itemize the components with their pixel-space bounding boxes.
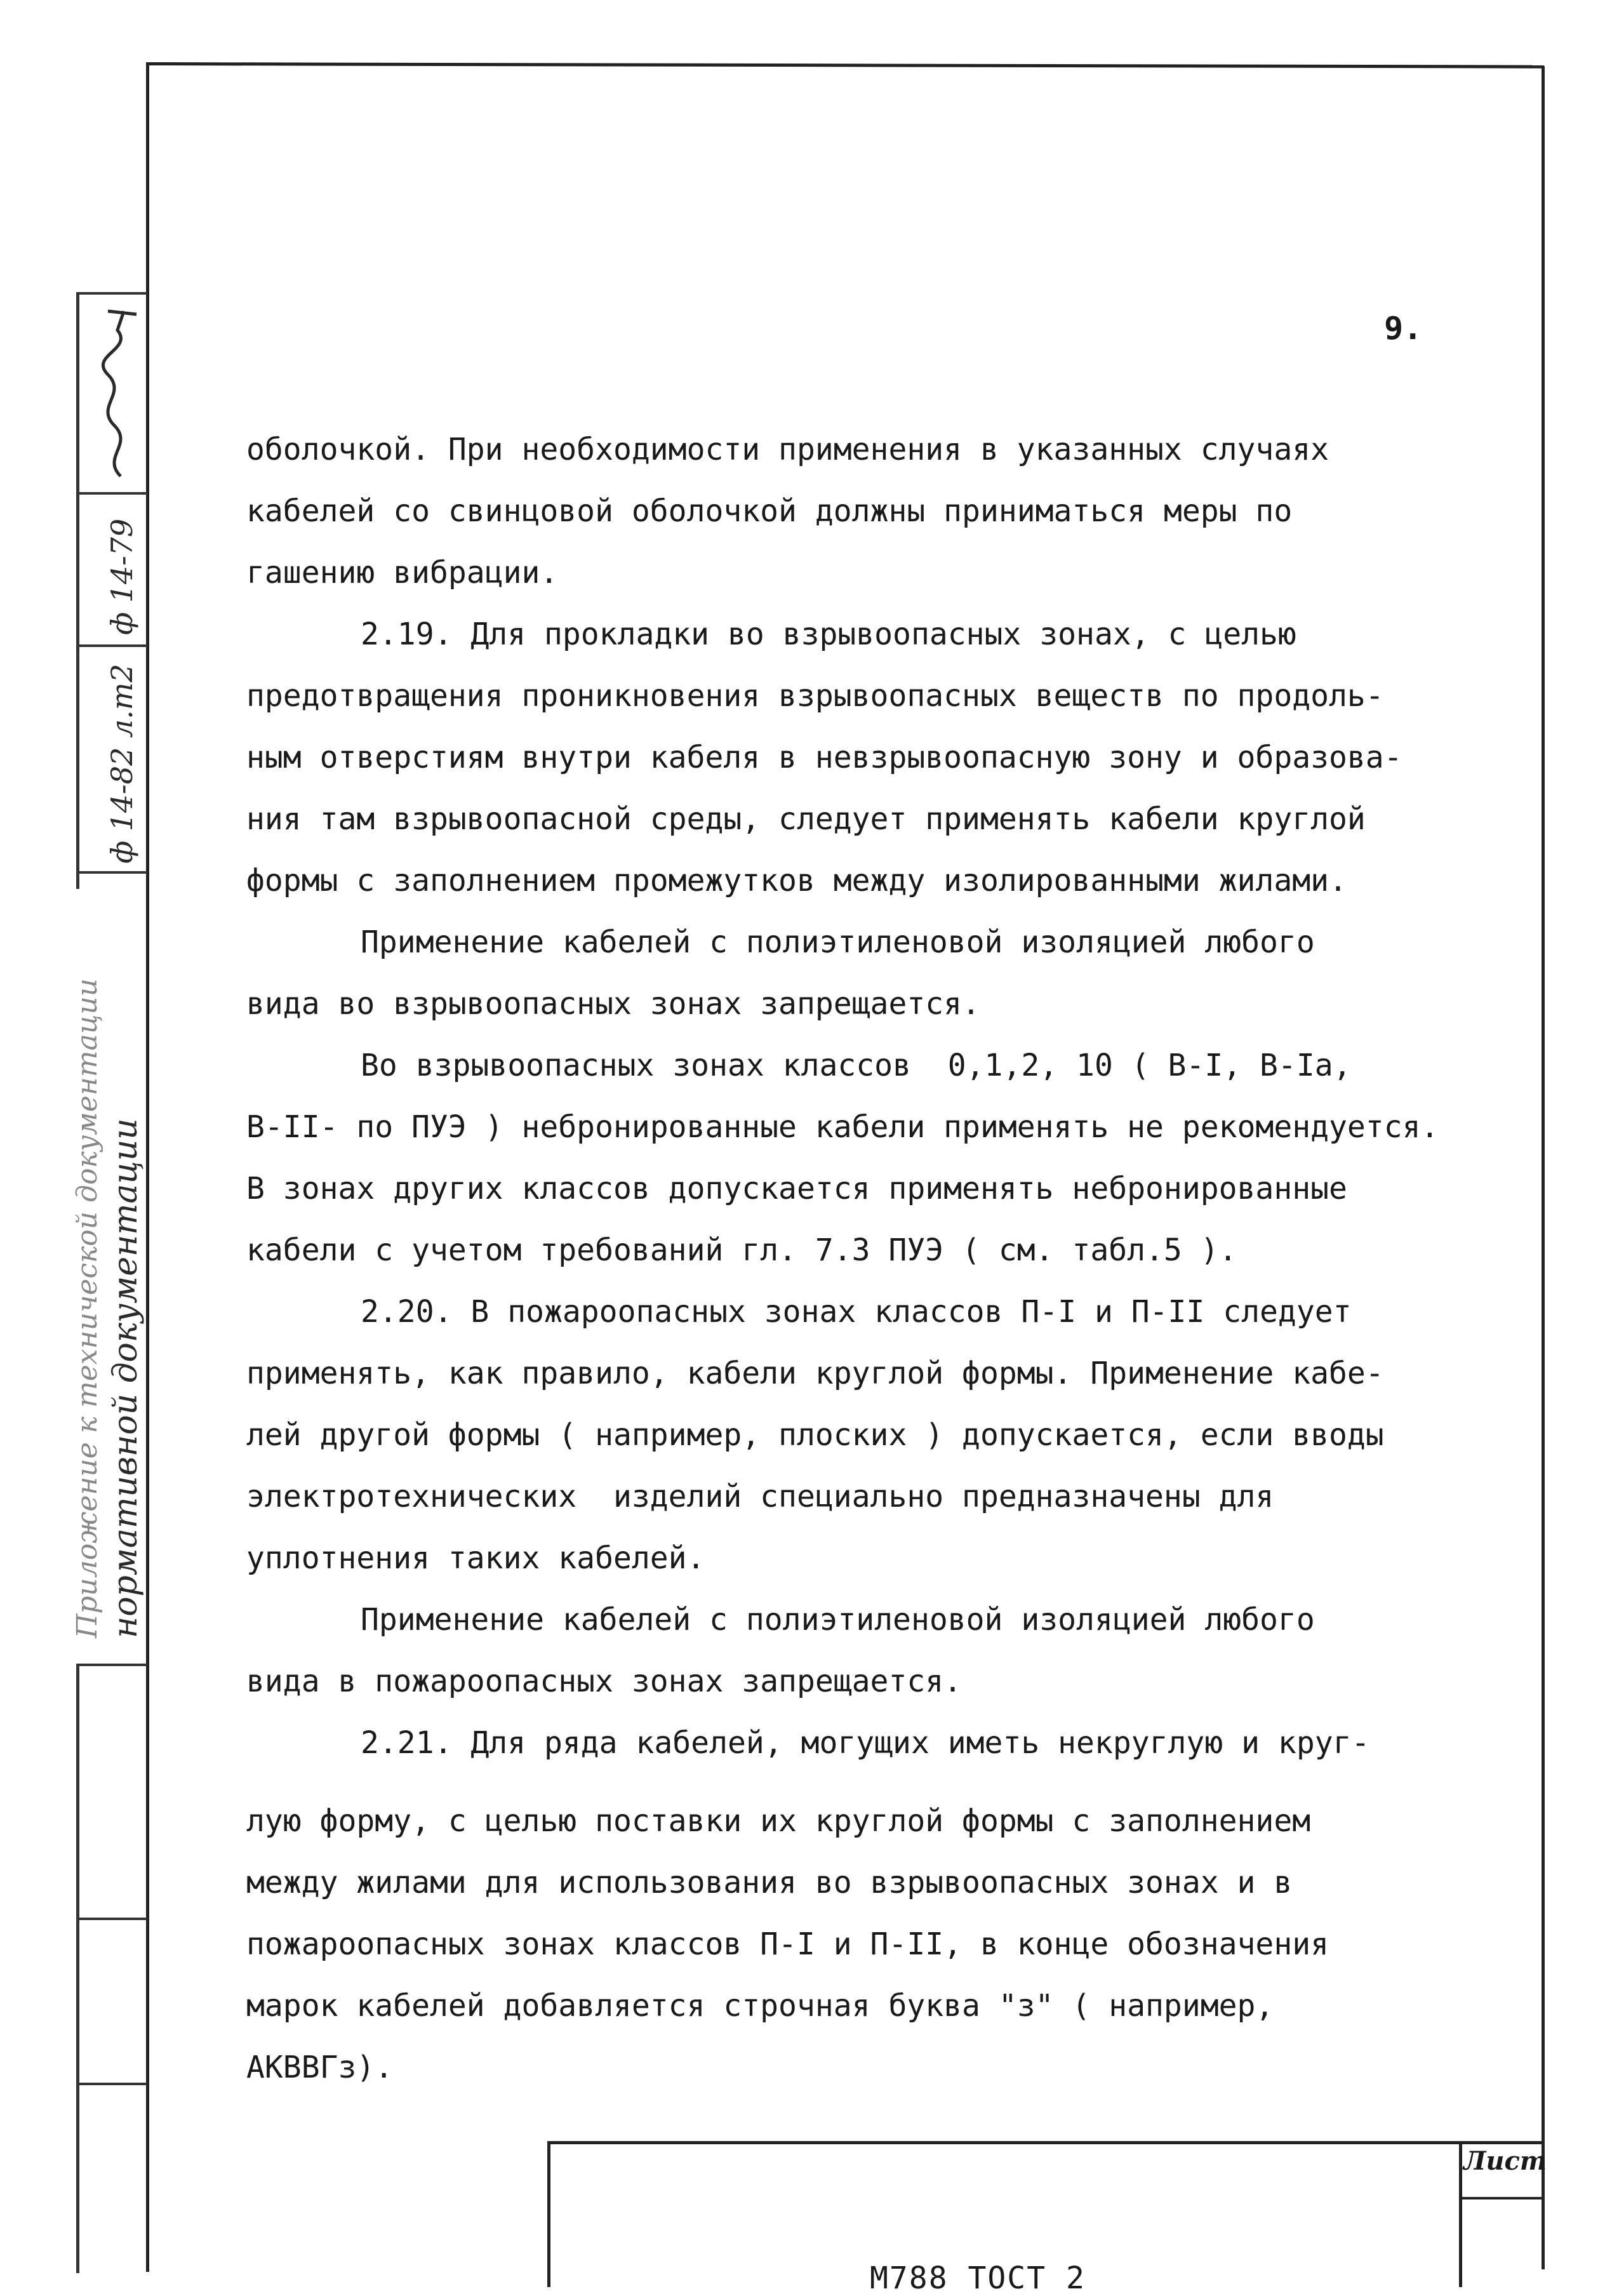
margin-stamp-divider [76, 1918, 147, 1920]
text-line: гашению вибрации. [246, 555, 559, 591]
document-body [246, 419, 1478, 2099]
text-line: оболочкой. При необходимости применения в указанных случаях [246, 432, 1329, 467]
text-line: электротехнических изделий специально предназначены для [246, 1479, 1274, 1514]
margin-stamp-code-1: ф 14-82 л.т2 [105, 664, 139, 864]
text-line: кабелей со свинцовой оболочкой должны приниматься меры по [246, 493, 1293, 529]
text-line: вида в пожароопасных зонах запрещается. [246, 1664, 963, 1699]
text-line: кабели с учетом требований гл. 7.3 ПУЭ ( см. табл.5 ). [246, 1232, 1237, 1268]
margin-stamp-divider [76, 871, 147, 874]
text-line: Во взрывоопасных зонах классов 0,1,2, 10 ( В-I, В-Iа, [361, 1048, 1352, 1083]
text-line: предотвращения проникновения взрывоопасных веществ по продоль- [246, 678, 1384, 714]
text-line: В зонах других классов допускается применять небронированные [246, 1171, 1347, 1206]
sheet-label: Лист [1463, 2146, 1547, 2176]
text-line: применять, как правило, кабели круглой формы. Применение кабе- [246, 1356, 1384, 1391]
frame-left-border [146, 62, 149, 2272]
text-line: Применение кабелей с полиэтиленовой изоляцией любого [361, 1602, 1315, 1638]
page-number: 9. [1384, 310, 1423, 347]
text-line: 2.21. Для ряда кабелей, могущих иметь некруглую и круг- [361, 1725, 1370, 1761]
text-line: уплотнения таких кабелей. [246, 1540, 705, 1576]
text-line: вида во взрывоопасных зонах запрещается. [246, 986, 980, 1022]
text-line: между жилами для использования во взрывоопасных зонах и в [246, 1865, 1293, 1900]
text-line: 2.20. В пожароопасных зонах классов П-I и П-II следует [361, 1294, 1352, 1330]
text-line: АКВВГз). [246, 2050, 394, 2085]
frame-right-border [1542, 66, 1545, 2269]
document-code: М788 ТОСТ 2 [870, 2260, 1086, 2296]
frame-top-border [147, 62, 1544, 69]
text-line: В-II- по ПУЭ ) небронированные кабели применять не рекомендуется. [246, 1109, 1439, 1145]
signature-icon [89, 298, 146, 483]
margin-stamp-divider [76, 644, 147, 647]
title-block-top-border [547, 2141, 1544, 2144]
margin-stamp-divider [76, 2083, 147, 2085]
text-line: Применение кабелей с полиэтиленовой изоляцией любого [361, 924, 1315, 960]
margin-stamp-divider [76, 492, 147, 495]
title-block-sheet-divider [1459, 2141, 1462, 2287]
title-block-sheet-divider [1459, 2197, 1544, 2199]
text-line: лей другой формы ( например, плоских ) допускается, если вводы [246, 1417, 1384, 1453]
text-line: лую форму, с целью поставки их круглой формы с заполнением [246, 1803, 1311, 1839]
margin-stamp-text-2: Приложение к технической документации [71, 978, 103, 1638]
margin-stamp-line [76, 1664, 79, 2273]
text-line: ния там взрывоопасной среды, следует применять кабели круглой [246, 801, 1366, 837]
margin-stamp-text-1: нормативной документации [107, 1118, 145, 1638]
text-line: 2.19. Для прокладки во взрывоопасных зонах, с целью [361, 617, 1296, 652]
margin-stamp-line [76, 292, 79, 889]
margin-stamp-divider [76, 1664, 147, 1666]
text-line: марок кабелей добавляется строчная буква "з" ( например, [246, 1988, 1274, 2024]
text-line: ным отверстиям внутри кабеля в невзрывоопасную зону и образова- [246, 740, 1402, 775]
margin-stamp-divider [76, 292, 147, 295]
text-line: пожароопасных зонах классов П-I и П-II, в конце обозначения [246, 1926, 1329, 1962]
title-block-left-border [547, 2141, 550, 2287]
text-line: формы с заполнением промежутков между изолированными жилами. [246, 863, 1347, 898]
margin-stamp-code-2: ф 14-79 [105, 518, 139, 635]
